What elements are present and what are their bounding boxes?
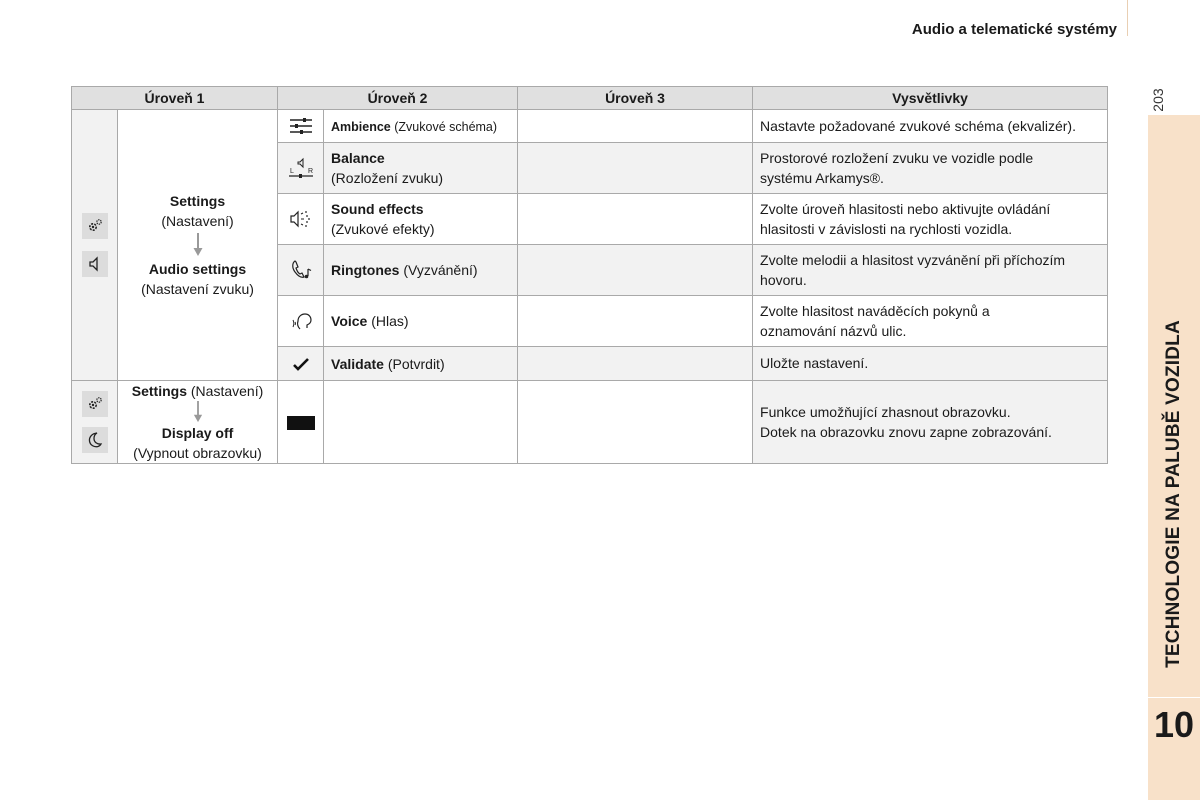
table-row	[72, 381, 1108, 464]
level2-translation: (Vyzvánění)	[399, 262, 478, 278]
level3-cell	[518, 194, 753, 245]
level2-icon-cell	[278, 296, 324, 347]
voice-icon	[288, 308, 314, 334]
section-title: Audio a telematické systémy	[911, 21, 1117, 38]
level2-translation: (Potvrdit)	[383, 355, 445, 372]
chapter-label	[1148, 298, 1200, 688]
level1-settings-translation: (Nastavení)	[161, 213, 234, 229]
speaker-icon	[82, 251, 108, 277]
header-divider	[1127, 0, 1128, 36]
arrow-down-icon	[193, 233, 203, 257]
level2-icon-cell	[278, 110, 324, 143]
explanation-text: Zvolte hlasitost naváděcích pokynů a	[760, 302, 990, 319]
arrow-down-icon	[193, 401, 203, 423]
level1-display-off-translation: (Vypnout obrazovku)	[133, 445, 262, 461]
level1-display-off-cell	[118, 381, 278, 464]
level2-label: Validate	[331, 355, 384, 372]
explanation-text: Uložte nastavení.	[760, 355, 869, 372]
explanation-cell	[753, 143, 1108, 194]
level3-cell	[518, 296, 753, 347]
level2-icon-cell	[278, 347, 324, 381]
level1-audio-settings-translation: (Nastavení zvuku)	[141, 281, 254, 297]
balance-icon	[288, 155, 314, 181]
level1-settings-label: Settings	[131, 383, 187, 399]
level2-label: Ambience	[331, 119, 391, 134]
explanation-cell	[753, 110, 1108, 143]
level1-settings-translation: (Nastavení)	[187, 383, 264, 399]
level2-icon-cell	[278, 245, 324, 296]
level3-cell	[518, 245, 753, 296]
explanation-text: oznamování názvů ulic.	[760, 323, 907, 339]
level3-cell	[518, 347, 753, 381]
checkmark-icon	[288, 351, 314, 377]
menu-table	[71, 86, 1108, 464]
level3-cell	[518, 381, 753, 464]
explanation-text: hovoru.	[760, 272, 807, 288]
ringtone-icon	[288, 256, 314, 282]
level2-translation: (Zvukové efekty)	[331, 221, 435, 237]
level2-voice-cell	[324, 296, 518, 347]
explanation-cell	[753, 296, 1108, 347]
settings-gear-icon	[82, 391, 108, 417]
chapter-divider	[1148, 697, 1200, 698]
chapter-number: 10	[1153, 704, 1195, 745]
explanation-text: Nastavte požadované zvukové schéma (ekvalizér).	[760, 117, 1076, 134]
level2-label: Sound effects	[331, 201, 424, 217]
page-number-text: 203	[1150, 88, 1166, 112]
page-number	[1148, 88, 1168, 118]
level2-translation: (Rozložení zvuku)	[331, 170, 444, 186]
svg-text:R: R	[307, 167, 313, 175]
level2-label: Voice	[331, 313, 368, 329]
level1-audio-settings-label: Audio settings	[148, 261, 247, 277]
moon-icon	[82, 427, 108, 453]
table-header-row	[72, 87, 1108, 110]
black-screen-icon	[287, 416, 315, 430]
level2-ringtones-cell	[324, 245, 518, 296]
explanation-text: Dotek na obrazovku znovu zapne zobrazování.	[760, 424, 1052, 440]
level2-display-off-cell	[324, 381, 518, 464]
svg-text:L: L	[289, 167, 294, 175]
explanation-cell	[753, 381, 1108, 464]
explanation-text: Zvolte melodii a hlasitost vyzvánění při příchozím	[760, 251, 1066, 268]
level1-settings-label: Settings	[169, 193, 226, 209]
level1-icon-cell	[72, 381, 118, 464]
level2-icon-cell	[278, 381, 324, 464]
explanation-text: Funkce umožňující zhasnout obrazovku.	[760, 403, 1011, 420]
explanation-cell	[753, 194, 1108, 245]
chapter-label-text: TECHNOLOGIE NA PALUBĚ VOZIDLA	[1163, 320, 1184, 668]
level2-icon-cell	[278, 143, 324, 194]
header-level-2: Úroveň 2	[278, 87, 518, 110]
level1-display-off-label: Display off	[161, 425, 234, 441]
level3-cell	[518, 143, 753, 194]
sound-effects-icon	[288, 206, 314, 232]
table-row	[72, 110, 1108, 143]
header-explanation: Vysvětlivky	[753, 87, 1108, 110]
header-level-1: Úroveň 1	[72, 87, 278, 110]
explanation-cell	[753, 347, 1108, 381]
explanation-text: Prostorové rozložení zvuku ve vozidle podle	[760, 149, 1034, 166]
header-level-3: Úroveň 3	[518, 87, 753, 110]
explanation-text: systému Arkamys®.	[760, 170, 884, 186]
level1-icon-cell	[72, 110, 118, 381]
level1-audio-settings-cell	[118, 110, 278, 381]
settings-gear-icon	[82, 213, 108, 239]
level2-translation: (Zvukové schéma)	[390, 119, 498, 134]
equalizer-icon	[288, 113, 314, 139]
level2-label: Balance	[331, 150, 385, 166]
explanation-text: hlasitosti v závislosti na rychlosti vozidla.	[760, 221, 1013, 237]
level3-cell	[518, 110, 753, 143]
level2-translation: (Hlas)	[367, 313, 409, 329]
level2-balance-cell	[324, 143, 518, 194]
explanation-text: Zvolte úroveň hlasitosti nebo aktivujte ovládání	[760, 200, 1051, 217]
level2-icon-cell	[278, 194, 324, 245]
explanation-cell	[753, 245, 1108, 296]
level2-validate-cell	[324, 347, 518, 381]
level2-ambience-cell	[324, 110, 518, 143]
level2-sound-effects-cell	[324, 194, 518, 245]
level2-label: Ringtones	[331, 262, 400, 278]
